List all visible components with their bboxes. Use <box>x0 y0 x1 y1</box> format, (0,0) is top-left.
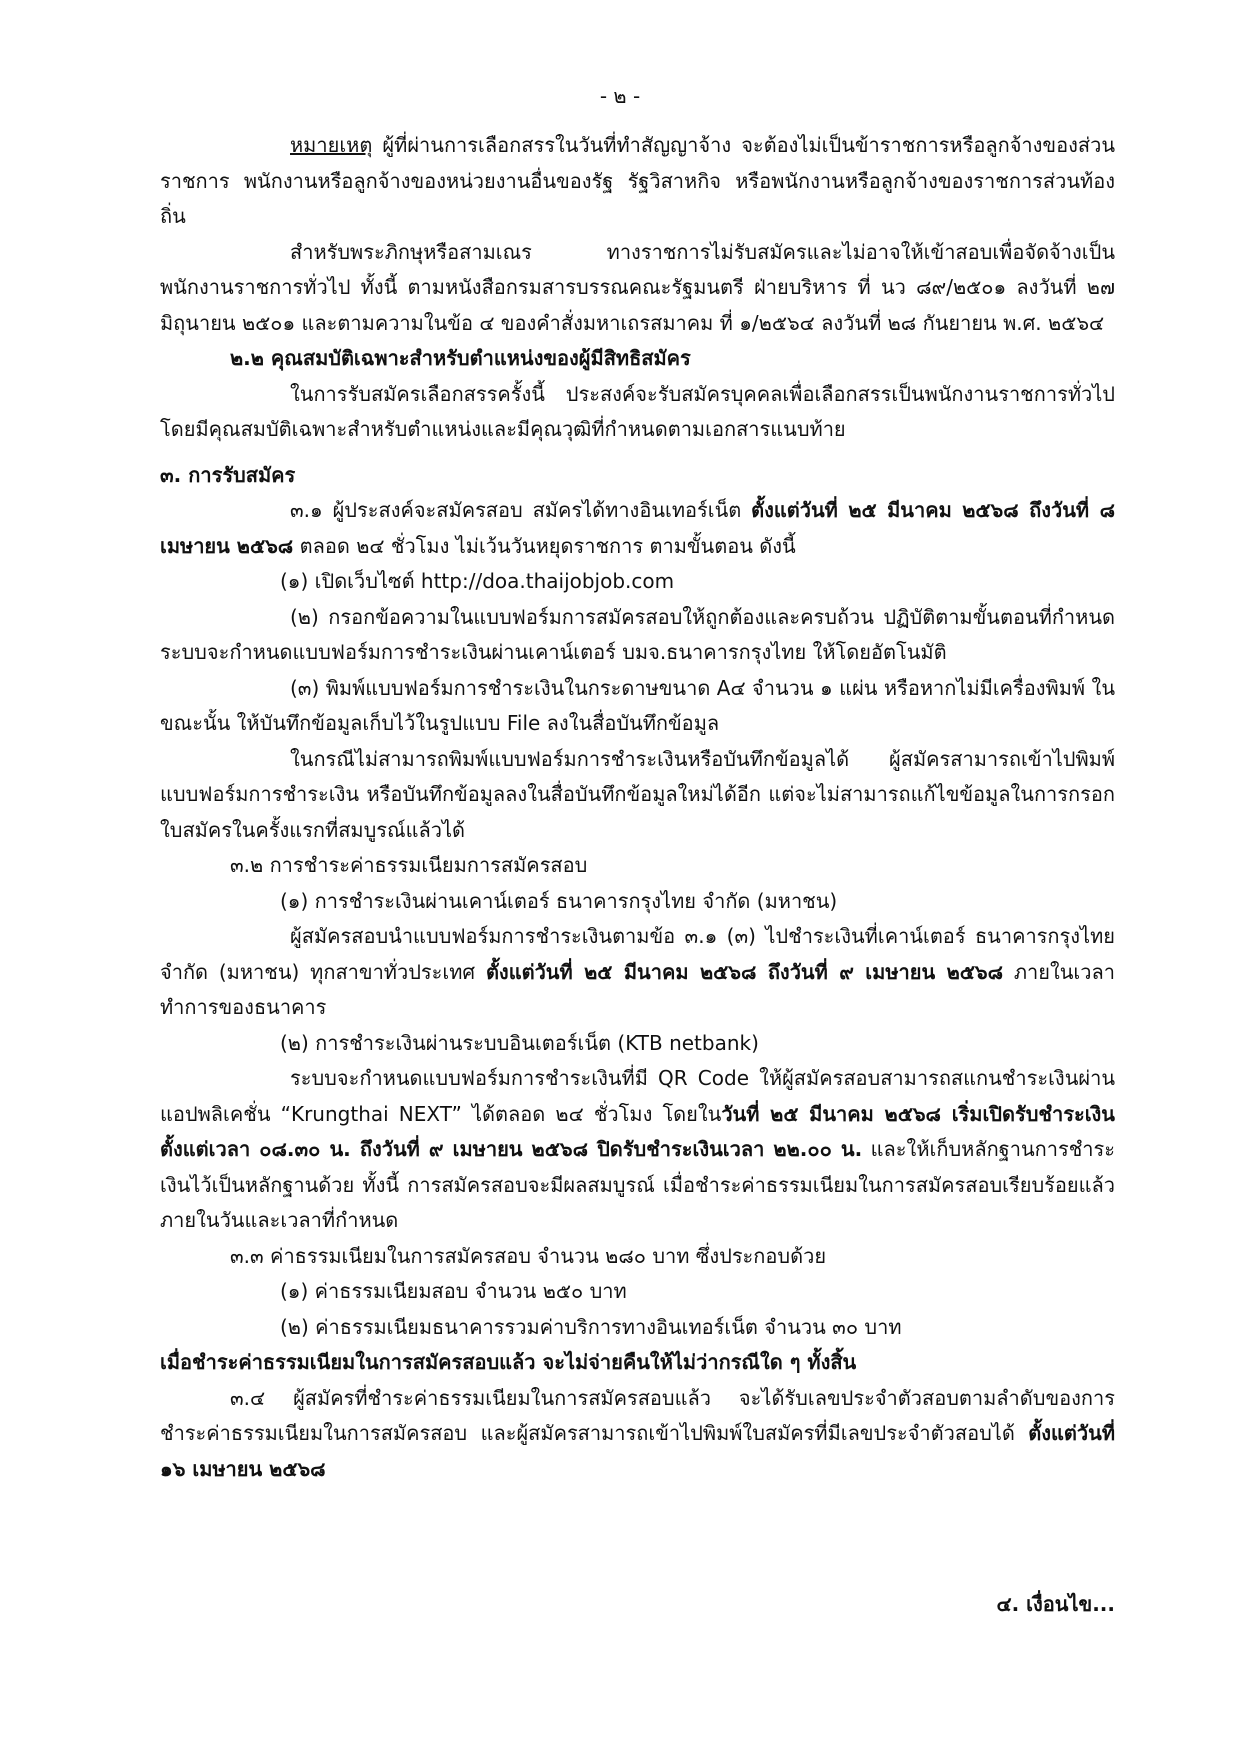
section-3-4-date: ตั้งแต่วันที่ ๑๖ เมษายน ๒๕๖๘ <box>160 1421 1115 1481</box>
section-3-1-paragraph: ๓.๑ ผู้ประสงค์จะสมัครสอบ สมัครได้ทางอินเทอร์เน็ต ตั้งแต่วันที่ ๒๕ มีนาคม ๒๕๖๘ ถึงวันที่ ๘ เมษายน ๒๕๖๘ ตลอด ๒๔ ชั่วโมง ไม่เว้นวันหยุดราชการ ตามขั้นตอน ดังนี้ <box>160 498 1115 558</box>
payment-1-heading: (๑) การชำระเงินผ่านเคาน์เตอร์ ธนาคารกรุงไทย จำกัด (มหาชน) <box>280 888 838 913</box>
continuation-marker: ๔. เงื่อนไข... <box>996 1592 1115 1616</box>
note-label: หมายเหตุ <box>290 133 373 157</box>
section-3-4-paragraph: ๓.๔ ผู้สมัครที่ชำระค่าธรรมเนียมในการสมัครสอบแล้ว จะได้รับเลขประจำตัวสอบตามลำดับของการชำระค่าธรรมเนียมในการสมัครสอบ และผู้สมัครสามารถเข้าไปพิมพ์ใบสมัครที่มีเลขประจำตัวสอบได้ ตั้งแต่วันที่ ๑๖ เมษายน ๒๕๖๘ <box>160 1385 1115 1481</box>
section-2-2-body: ในการรับสมัครเลือกสรรครั้งนี้ ประสงค์จะรับสมัครบุคคลเพื่อเลือกสรรเป็นพนักงานราชการทั่วไปโดยมีคุณสมบัติเฉพาะสำหรับตำแหน่งและมีคุณวุฒิที่กำหนดตามเอกสารแนบท้าย <box>160 381 1115 441</box>
payment-2-heading: (๒) การชำระเงินผ่านระบบอินเตอร์เน็ต (KTB netbank) <box>280 1030 759 1055</box>
section-3-3-heading: ๓.๓ ค่าธรรมเนียมในการสมัครสอบ จำนวน ๒๘๐ บาท ซึ่งประกอบด้วย <box>230 1243 827 1268</box>
section-3-2-heading: ๓.๒ การชำระค่าธรรมเนียมการสมัครสอบ <box>230 853 588 877</box>
step-3-note: ในกรณีไม่สามารถพิมพ์แบบฟอร์มการชำระเงินหรือบันทึกข้อมูลได้ ผู้สมัครสามารถเข้าไปพิมพ์แบบฟอร์มการชำระเงิน หรือบันทึกข้อมูลลงในสื่อบันทึกข้อมูลใหม่ได้อีก แต่จะไม่สามารถแก้ไขข้อมูลในการกรอกใบสมัครในครั้งแรกที่สมบูรณ์แล้วได้ <box>160 746 1115 842</box>
payment-1-paragraph: ผู้สมัครสอบนำแบบฟอร์มการชำระเงินตามข้อ ๓.๑ (๓) ไปชำระเงินที่เคาน์เตอร์ ธนาคารกรุงไทย จำกัด (มหาชน) ทุกสาขาทั่วประเทศ ตั้งแต่วันที่ ๒๕ มีนาคม ๒๕๖๘ ถึงวันที่ ๙ เมษายน ๒๕๖๘ ภายในเวลาทำการของธนาคาร <box>160 924 1115 1019</box>
note-text: ผู้ที่ผ่านการเลือกสรรในวันที่ทำสัญญาจ้าง จะต้องไม่เป็นข้าราชการหรือลูกจ้างของส่วนราชการ พนักงานหรือลูกจ้างของหน่วยงานอื่นของรัฐ รัฐวิสาหกิจ หรือพนักงานหรือลูกจ้างของราชการส่วนท้องถิ่น <box>160 133 1115 228</box>
section-3-1-dates: ตั้งแต่วันที่ ๒๕ มีนาคม ๒๕๖๘ ถึงวันที่ ๘ เมษายน ๒๕๖๘ <box>160 498 1115 558</box>
page-number: - ๒ - <box>599 84 641 108</box>
note-paragraph <box>160 128 1115 235</box>
payment-1-dates: ตั้งแต่วันที่ ๒๕ มีนาคม ๒๕๖๘ ถึงวันที่ ๙ เมษายน ๒๕๖๘ <box>485 959 1004 984</box>
document-body <box>160 128 1115 1487</box>
fee-1: (๑) ค่าธรรมเนียมสอบ จำนวน ๒๕๐ บาท <box>280 1279 627 1303</box>
section-3-heading: ๓. การรับสมัคร <box>160 462 296 487</box>
step-3: (๓) พิมพ์แบบฟอร์มการชำระเงินในกระดาษขนาด A๔ จำนวน ๑ แผ่น หรือหากไม่มีเครื่องพิมพ์ ในขณะนั้น ให้บันทึกข้อมูลเก็บไว้ในรูปแบบ File ลงในสื่อบันทึกข้อมูล <box>160 675 1115 735</box>
payment-2-dates: วันที่ ๒๕ มีนาคม ๒๕๖๘ เริ่มเปิดรับชำระเงินตั้งแต่เวลา ๐๘.๓๐ น. ถึงวันที่ ๙ เมษายน ๒๕๖๘ ปิดรับชำระเงินเวลา ๒๒.๐๐ น. <box>160 1101 1115 1161</box>
payment-2-paragraph: ระบบจะกำหนดแบบฟอร์มการชำระเงินที่มี QR Code ให้ผู้สมัครสอบสามารถสแกนชำระเงินผ่านแอปพลิเคชั่น “Krungthai NEXT” ได้ตลอด ๒๔ ชั่วโมง โดยในวันที่ ๒๕ มีนาคม ๒๕๖๘ เริ่มเปิดรับชำระเงินตั้งแต่เวลา ๐๘.๓๐ น. ถึงวันที่ ๙ เมษายน ๒๕๖๘ ปิดรับชำระเงินเวลา ๒๒.๐๐ น. และให้เก็บหลักฐานการชำระเงินไว้เป็นหลักฐานด้วย ทั้งนี้ การสมัครสอบจะมีผลสมบูรณ์ เมื่อชำระค่าธรรมเนียมในการสมัครสอบเรียบร้อยแล้วภายในวันและเวลาที่กำหนด <box>160 1066 1115 1232</box>
section-2-2-heading: ๒.๒ คุณสมบัติเฉพาะสำหรับตำแหน่งของผู้มีสิทธิสมัคร <box>230 346 691 370</box>
no-refund-notice: เมื่อชำระค่าธรรมเนียมในการสมัครสอบแล้ว จะไม่จ่ายคืนให้ไม่ว่ากรณีใด ๆ ทั้งสิ้น <box>160 1350 857 1374</box>
step-1: (๑) เปิดเว็บไซต์ http://doa.thaijobjob.com <box>280 569 675 593</box>
monk-note-paragraph: สำหรับพระภิกษุหรือสามเณร ทางราชการไม่รับสมัครและไม่อาจให้เข้าสอบเพื่อจัดจ้างเป็นพนักงานราชการทั่วไป ทั้งนี้ ตามหนังสือกรมสารบรรณคณะรัฐมนตรี ฝ่ายบริหาร ที่ นว ๘๙/๒๕๐๑ ลงวันที่ ๒๗ มิถุนายน ๒๕๐๑ และตามความในข้อ ๔ ของคำสั่งมหาเถรสมาคม ที่ ๑/๒๕๖๔ ลงวันที่ ๒๘ กันยายน พ.ศ. ๒๕๖๔ <box>160 239 1115 335</box>
fee-2: (๒) ค่าธรรมเนียมธนาคารรวมค่าบริการทางอินเทอร์เน็ต จำนวน ๓๐ บาท <box>280 1314 902 1339</box>
step-2: (๒) กรอกข้อความในแบบฟอร์มการสมัครสอบให้ถูกต้องและครบถ้วน ปฏิบัติตามขั้นตอนที่กำหนด ระบบจะกำหนดแบบฟอร์มการชำระเงินผ่านเคาน์เตอร์ บมจ.ธนาคารกรุงไทย ให้โดยอัตโนมัติ <box>160 604 1115 664</box>
